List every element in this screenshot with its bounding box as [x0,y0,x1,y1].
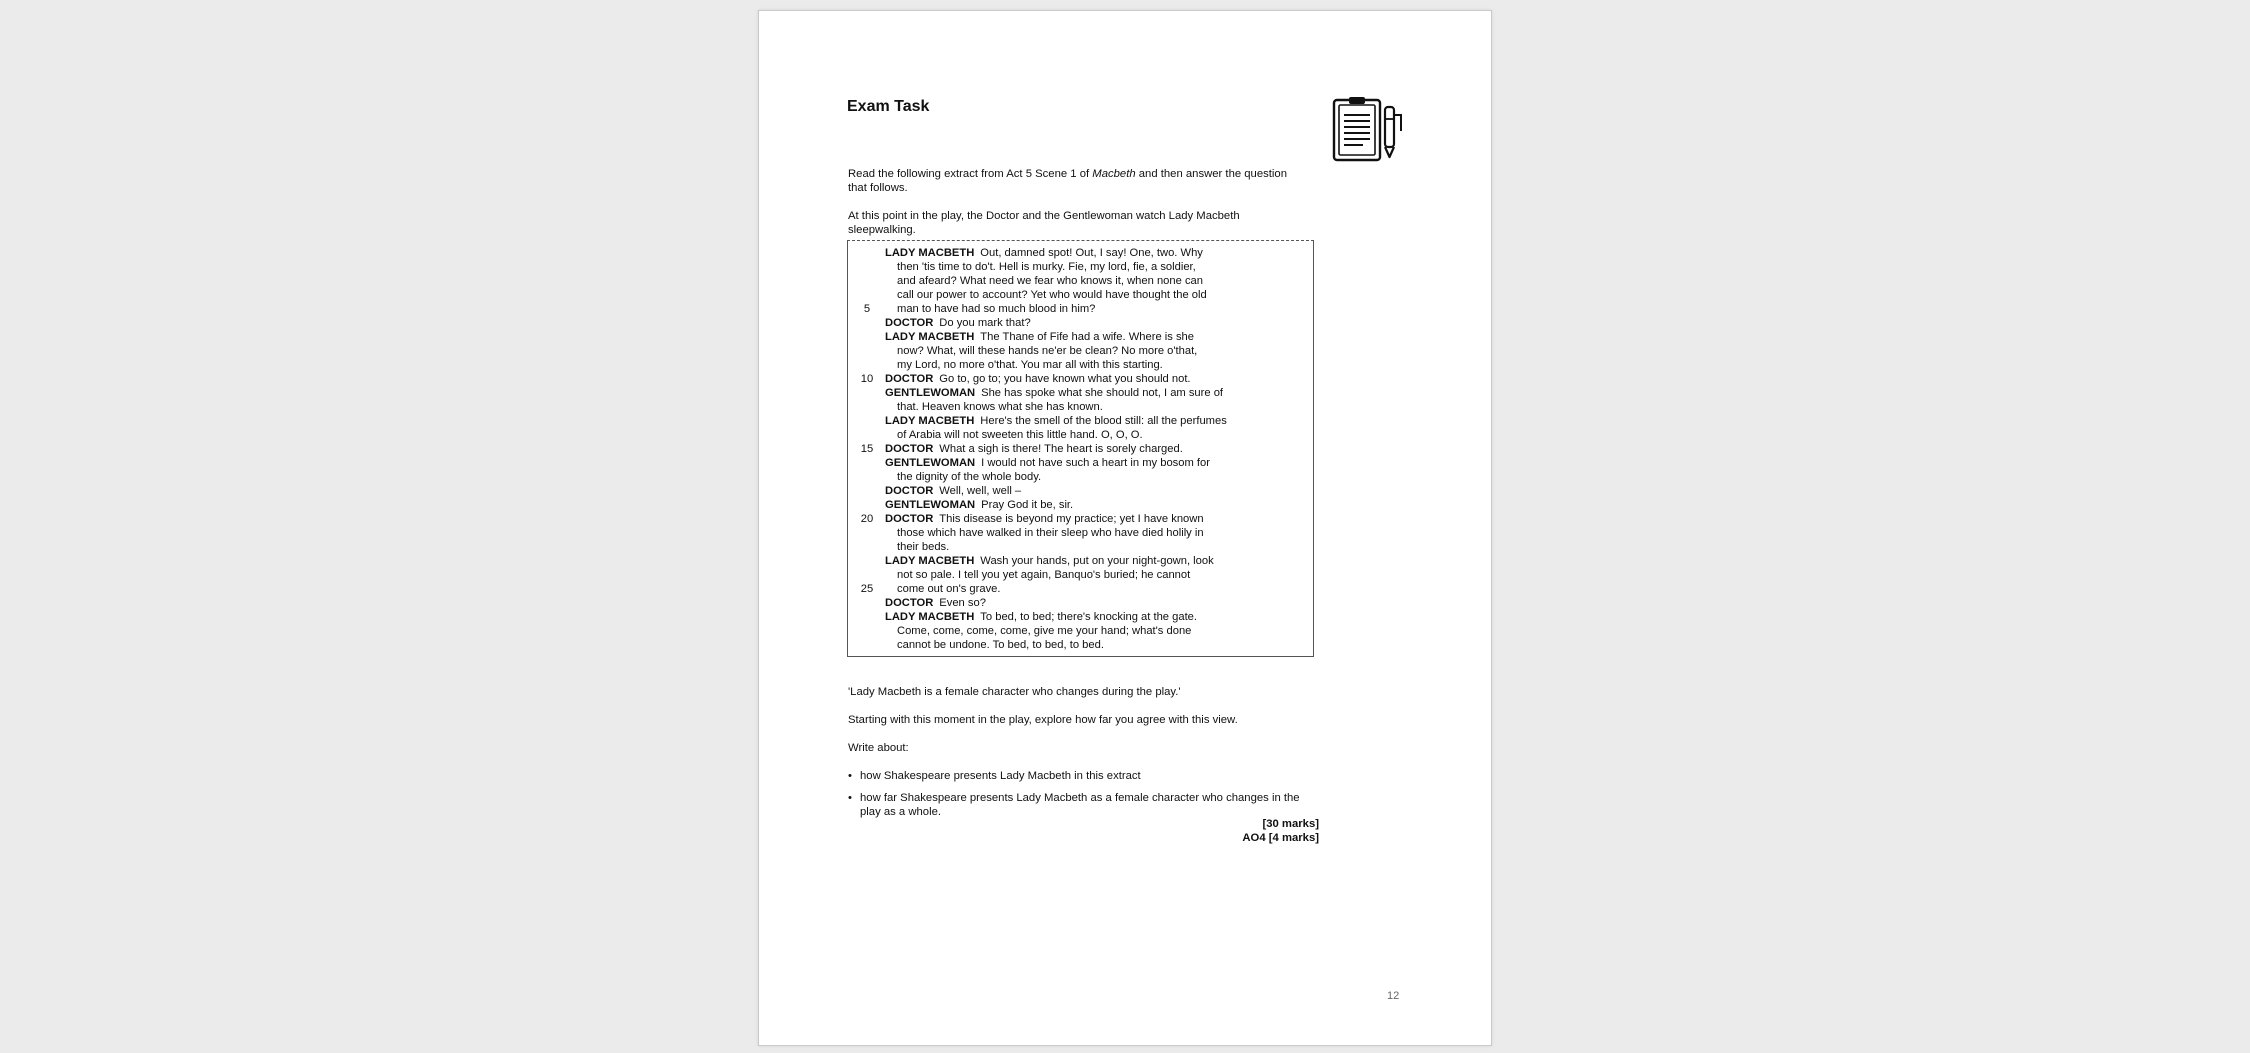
bullet-text: how Shakespeare presents Lady Macbeth in this extract [860,770,1141,782]
write-about-label: Write about: [848,742,909,754]
speaker-name: DOCTOR [885,443,934,455]
task-text: Starting with this moment in the play, explore how far you agree with this view. [848,714,1238,726]
speaker-name: GENTLEWOMAN [885,499,976,511]
speaker-name: DOCTOR [885,485,934,497]
extract-line [848,540,1313,554]
marks-total: [30 marks] [1262,818,1319,830]
extract-line [848,610,1313,624]
extract-line [848,428,1313,442]
spoken-line: not so pale. I tell you yet again, Banquo's buried; he cannot [897,569,1191,581]
line-text [885,414,1227,428]
spoken-line: Well, well, well – [939,485,1022,497]
spoken-line: Out, damned spot! Out, I say! One, two. Why [980,247,1203,259]
speaker-name: GENTLEWOMAN [885,457,976,469]
speaker-name: LADY MACBETH [885,611,975,623]
extract-line [848,512,1313,526]
spoken-line: cannot be undone. To bed, to bed, to bed. [897,639,1104,651]
line-text [885,372,1191,386]
spoken-line: now? What, will these hands ne'er be clean? No more o'that, [897,345,1198,357]
line-text [897,400,1103,414]
line-text [885,498,1073,512]
line-number: 25 [860,583,874,595]
line-text [885,456,1210,470]
spoken-line: man to have had so much blood in him? [897,303,1096,315]
speaker-name: DOCTOR [885,373,934,385]
extract-box [847,240,1314,657]
extract-line [848,484,1313,498]
extract-lines [848,246,1313,652]
bullet-text: how far Shakespeare presents Lady Macbeth as a female character who changes in the play as a whole. [860,792,1300,818]
line-text [885,442,1183,456]
extract-line [848,400,1313,414]
exam-paper-pen-icon [1331,97,1407,163]
spoken-line: To bed, to bed; there's knocking at the gate. [980,611,1198,623]
line-text [885,246,1203,260]
spoken-line: come out on's grave. [897,583,1001,595]
extract-line [848,386,1313,400]
spoken-line: and afeard? What need we fear who knows it, when none can [897,275,1203,287]
extract-line [848,582,1313,596]
spoken-line: What a sigh is there! The heart is sorely charged. [939,443,1183,455]
quote-text: 'Lady Macbeth is a female character who changes during the play.' [848,686,1181,698]
line-text [885,554,1214,568]
spoken-line: Even so? [939,597,986,609]
intro-after: and then answer the question that follows. [848,168,1287,194]
spoken-line: of Arabia will not sweeten this little hand. O, O, O. [897,429,1143,441]
line-text [897,358,1163,372]
line-text [885,512,1204,526]
bullet-item [848,769,1308,783]
extract-line [848,456,1313,470]
extract-line [848,344,1313,358]
extract-line [848,260,1313,274]
line-text [897,260,1196,274]
extract-line [848,498,1313,512]
line-text [897,470,1041,484]
play-title: Macbeth [1092,168,1136,180]
line-text [897,274,1203,288]
page-title: Exam Task [847,98,930,115]
line-text [897,582,1001,596]
spoken-line: the dignity of the whole body. [897,471,1042,483]
spoken-line: She has spoke what she should not, I am sure of [981,387,1224,399]
context-text: At this point in the play, the Doctor and the Gentlewoman watch Lady Macbeth sleepwalking. [848,210,1240,236]
extract-line [848,358,1313,372]
extract-line [848,554,1313,568]
line-number: 5 [863,303,871,315]
spoken-line: call our power to account? Yet who would have thought the old [897,289,1207,301]
extract-line [848,302,1313,316]
line-text [897,428,1143,442]
speaker-name: LADY MACBETH [885,331,975,343]
spoken-line: then 'tis time to do't. Hell is murky. Fie, my lord, fie, a soldier, [897,261,1196,273]
spoken-line: The Thane of Fife had a wife. Where is she [980,331,1195,343]
spoken-line: Wash your hands, put on your night-gown, look [980,555,1214,567]
ao4-marks: AO4 [4 marks] [1242,832,1319,844]
line-text [885,386,1223,400]
spoken-line: Here's the smell of the blood still: all the perfumes [980,415,1227,427]
speaker-name: LADY MACBETH [885,247,975,259]
extract-line [848,596,1313,610]
line-text [897,302,1095,316]
line-text [897,526,1204,540]
speaker-name: DOCTOR [885,513,934,525]
speaker-name: DOCTOR [885,597,934,609]
spoken-line: that. Heaven knows what she has known. [897,401,1103,413]
extract-line [848,442,1313,456]
spoken-line: This disease is beyond my practice; yet I have known [939,513,1204,525]
spoken-line: Pray God it be, sir. [981,499,1074,511]
line-text [897,344,1197,358]
line-text [897,288,1207,302]
line-text [885,330,1194,344]
spoken-line: their beds. [897,541,950,553]
speaker-name: DOCTOR [885,317,934,329]
extract-line [848,470,1313,484]
line-number: 10 [860,373,874,385]
bullet-item [848,791,1308,819]
line-number: 20 [860,513,874,525]
extract-line [848,638,1313,652]
line-text [885,610,1197,624]
spoken-line: Do you mark that? [939,317,1031,329]
extract-line [848,624,1313,638]
extract-line [848,568,1313,582]
extract-line [848,372,1313,386]
intro-before: Read the following extract from Act 5 Scene 1 of [848,168,1093,180]
line-text [897,624,1191,638]
line-text [897,568,1190,582]
line-text [885,596,986,610]
intro-text [848,167,1308,195]
line-text [885,484,1021,498]
spoken-line: Go to, go to; you have known what you should not. [939,373,1191,385]
speaker-name: LADY MACBETH [885,555,975,567]
extract-line [848,246,1313,260]
extract-line [848,274,1313,288]
speaker-name: LADY MACBETH [885,415,975,427]
extract-line [848,414,1313,428]
speaker-name: GENTLEWOMAN [885,387,976,399]
page-number: 12 [1387,990,1400,1002]
spoken-line: those which have walked in their sleep who have died holily in [897,527,1204,539]
bullet-dot: • [848,792,852,804]
line-number: 15 [860,443,874,455]
extract-line [848,288,1313,302]
extract-line [848,316,1313,330]
document-page [758,10,1492,1046]
extract-line [848,330,1313,344]
bullet-dot: • [848,770,852,782]
line-text [897,638,1104,652]
spoken-line: Come, come, come, come, give me your hand; what's done [897,625,1192,637]
spoken-line: I would not have such a heart in my bosom for [981,457,1210,469]
spoken-line: my Lord, no more o'that. You mar all with this starting. [897,359,1163,371]
line-text [897,540,949,554]
extract-line [848,526,1313,540]
line-text [885,316,1031,330]
